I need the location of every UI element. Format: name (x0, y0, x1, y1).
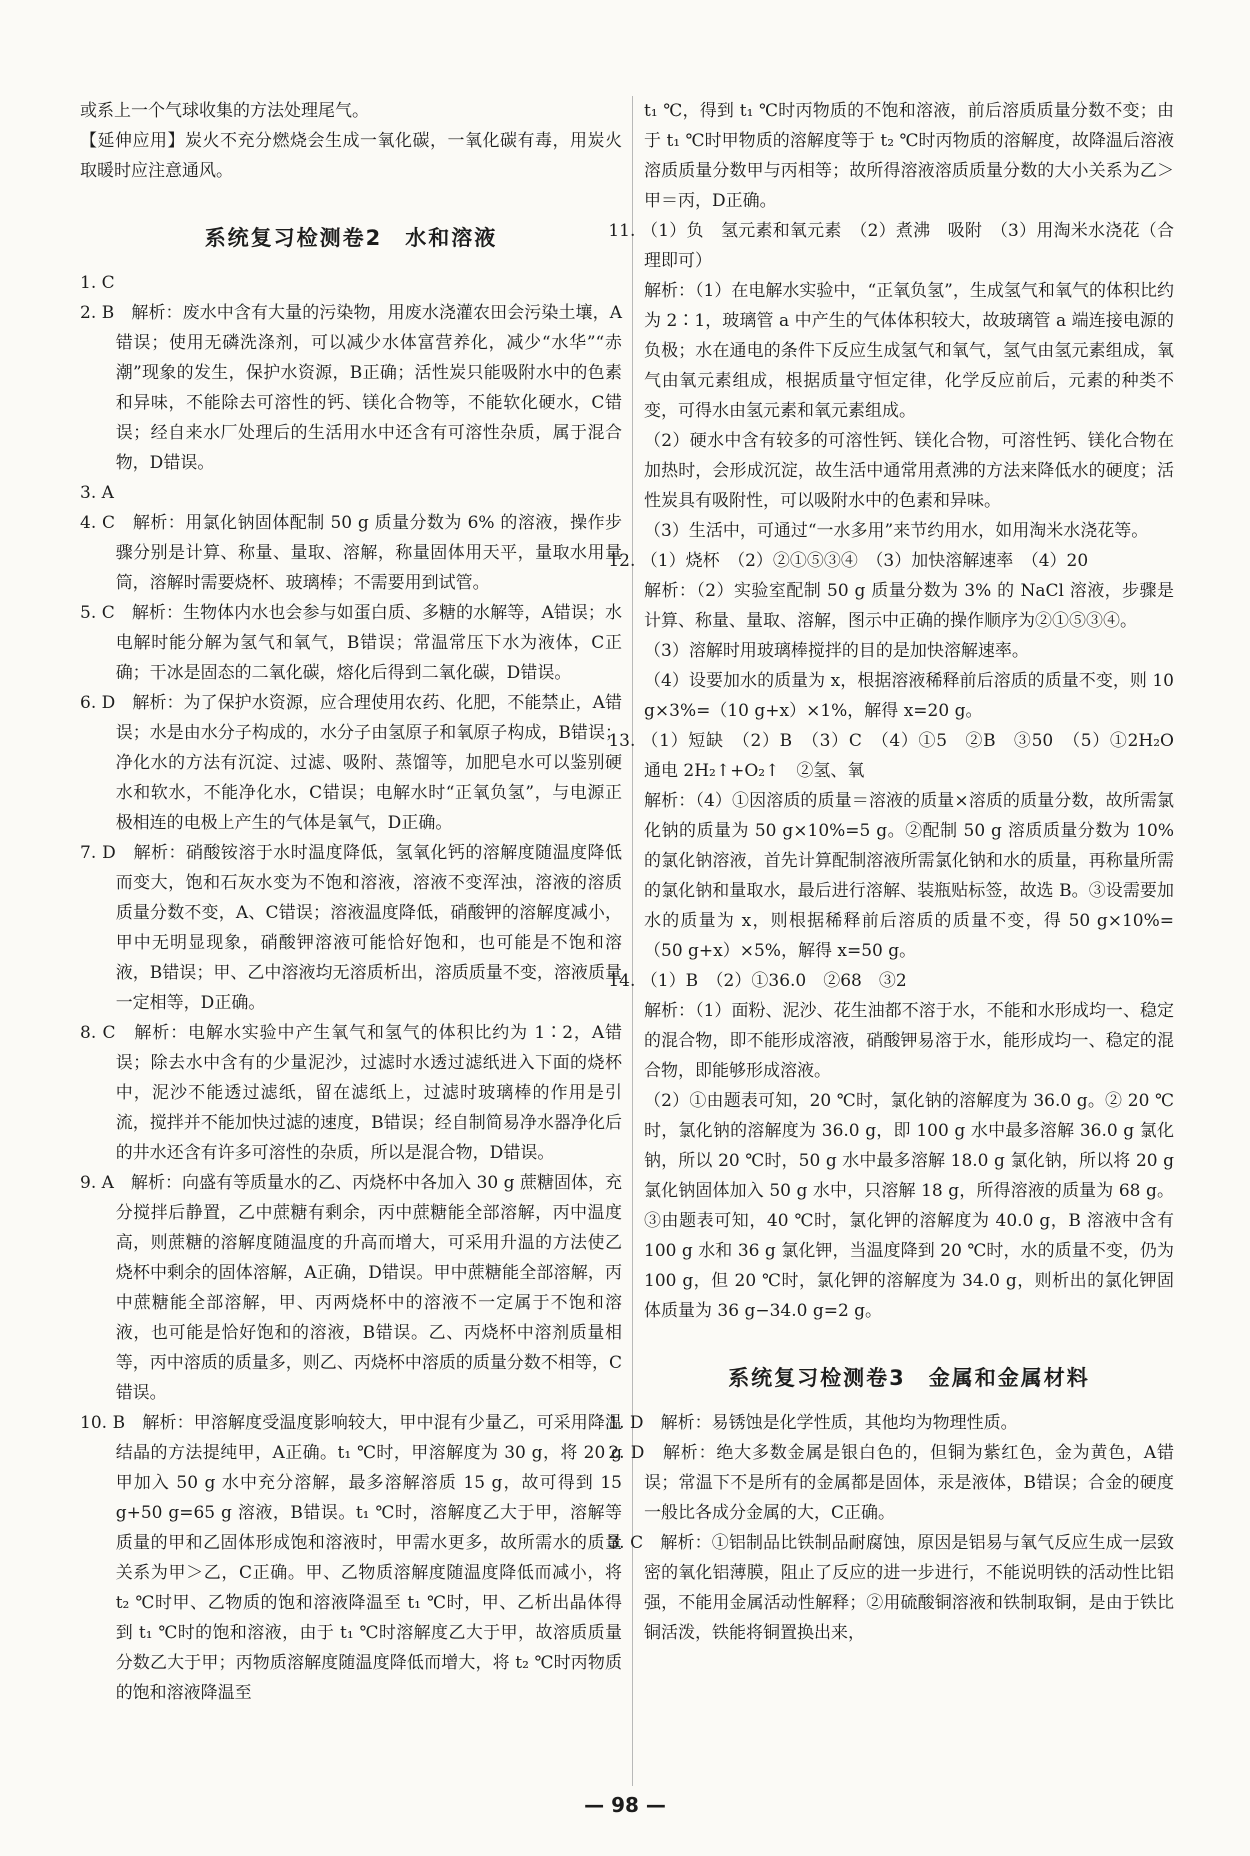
analysis-text: （2）硬水中含有较多的可溶性钙、镁化合物，可溶性钙、镁化合物在加热时，会形成沉淀，故生活中通常用煮沸的方法来降低水的硬度；活性炭具有吸附性，可以吸附水中的色素和异味。 (644, 431, 1174, 511)
answer-item: 13. （1）短缺 （2）B （3）C （4）①5 ②B ③50 （5）①2H₂O 通电 2H₂↑+O₂↑ ②氢、氧 (608, 731, 1174, 781)
answer-item: 14. （1）B （2）①36.0 ②68 ③2 (608, 971, 907, 991)
answer-item: 3. C 解析：①铝制品比铁制品耐腐蚀，原因是铝易与氧气反应生成一层致密的氧化铝薄膜，阻止了反应的进一步进行，不能说明铁的活动性比铝强，不能用金属活动性解释；②用硫酸铜溶液和铁制取铜，是由于铁比铜活泼，铁能将铜置换出来， (608, 1533, 1174, 1643)
analysis-text: 解析：（1）在电解水实验中，“正氧负氢”，生成氢气和氧气的体积比约为 2∶1，玻璃管 a 中产生的气体体积较大，故玻璃管 a 端连接电源的负极；水在通电的条件下反应生成氢气和氧气，氢气由氢元素组成，氧气由氧元素组成，根据质量守恒定律，化学反应前后，元素的种类不变，可得水由氢元素和氧元素组成。 (644, 281, 1174, 421)
answer-item: 8. C 解析：电解水实验中产生氧气和氢气的体积比约为 1∶2，A错误；除去水中含有的少量泥沙，过滤时水透过滤纸进入下面的烧杯中，泥沙不能透过滤纸，留在滤纸上，过滤时玻璃棒的作用是引流，搅拌并不能加快过滤的速度，B错误；经自制简易净水器净化后的井水还含有许多可溶性的杂质，所以是混合物，D错误。 (80, 1023, 622, 1163)
analysis-text: （3）生活中，可通过“一水多用”来节约用水，如用淘米水浇花等。 (644, 521, 1149, 541)
extension-note: 【延伸应用】炭火不充分燃烧会生成一氧化碳，一氧化碳有毒，用炭火取暖时应注意通风。 (80, 131, 622, 181)
answer-item: 9. A 解析：向盛有等质量水的乙、丙烧杯中各加入 30 g 蔗糖固体，充分搅拌后静置，乙中蔗糖有剩余，丙中蔗糖能全部溶解，丙中温度高，则蔗糖的溶解度随温度的升高而增大，可采用升温的方法使乙烧杯中剩余的固体溶解，A正确，D错误。甲中蔗糖能全部溶解，丙中蔗糖能全部溶解，甲、丙两烧杯中的溶液不一定属于不饱和溶液，也可能是恰好饱和的溶液，B错误。乙、丙烧杯中溶剂质量相等，丙中溶质的质量多，则乙、丙烧杯中溶质的质量分数不相等，C错误。 (80, 1173, 622, 1403)
analysis-text: （2）①由题表可知，20 ℃时，氯化钠的溶解度为 36.0 g。② 20 ℃时，氯化钠的溶解度为 36.0 g，即 100 g 水中最多溶解 36.0 g 氯化钠，所以 20 ℃时，50 g 水中最多溶解 18.0 g 氯化钠，所以将 20 g 氯化钠固体加入 50 g 水中，只溶解 18 g，所得溶液的质量为 68 g。③由题表可知，40 ℃时，氯化钾的溶解度为 40.0 g，B 溶液中含有 100 g 水和 36 g 氯化钾，当温度降到 20 ℃时，水的质量不变，仍为 100 g，但 20 ℃时，氯化钾的溶解度为 34.0 g，则析出的氯化钾固体质量为 36 g−34.0 g=2 g。 (644, 1091, 1174, 1321)
answer-item: 11. （1）负 氢元素和氧元素 （2）煮沸 吸附 （3）用淘米水浇花（合理即可） (608, 221, 1174, 271)
analysis-text: （4）设要加水的质量为 x，根据溶液稀释前后溶质的质量不变，则 10 g×3%=（10 g+x）×1%，解得 x=20 g。 (644, 671, 1174, 721)
section-title: 系统复习检测卷2 水和溶液 (204, 226, 498, 250)
answer-item: 3. A (80, 483, 114, 503)
page-number: — 98 — (584, 1793, 666, 1817)
left-column (80, 96, 622, 1708)
answer-item: 2. B 解析：废水中含有大量的污染物，用废水浇灌农田会污染土壤，A错误；使用无磷洗涤剂，可以减少水体富营养化，减少“水华”“赤潮”现象的发生，保护水资源，B正确；活性炭只能吸附水中的色素和异味，不能除去可溶性的钙、镁化合物等，不能软化硬水，C错误；经自来水厂处理后的生活用水中还含有可溶性杂质，属于混合物，D错误。 (80, 303, 622, 473)
analysis-text: 解析：（1）面粉、泥沙、花生油都不溶于水，不能和水形成均一、稳定的混合物，即不能形成溶液，硝酸钾易溶于水，能形成均一、稳定的混合物，即能够形成溶液。 (644, 1001, 1174, 1081)
answer-item: 5. C 解析：生物体内水也会参与如蛋白质、多糖的水解等，A错误；水电解时能分解为氢气和氧气，B错误；常温常压下水为液体，C正确；干冰是固态的二氧化碳，熔化后得到二氧化碳，D错误。 (80, 603, 622, 683)
answer-item: 1. C (80, 273, 115, 293)
answer-item: 12. （1）烧杯 （2）②①⑤③④ （3）加快溶解速率 （4）20 (608, 551, 1089, 571)
answer-item: 4. C 解析：用氯化钠固体配制 50 g 质量分数为 6% 的溶液，操作步骤分别是计算、称量、量取、溶解，称量固体用天平，量取水用量筒，溶解时需要烧杯、玻璃棒；不需要用到试管。 (80, 513, 622, 593)
answer-continuation: t₁ ℃，得到 t₁ ℃时丙物质的不饱和溶液，前后溶质质量分数不变；由于 t₁ ℃时甲物质的溶解度等于 t₂ ℃时丙物质的溶解度，故降温后溶液溶质质量分数甲与丙相等；故所得溶液溶质质量分数的大小关系为乙＞甲＝丙，D正确。 (644, 101, 1174, 211)
answer-item: 6. D 解析：为了保护水资源，应合理使用农药、化肥，不能禁止，A错误；水是由水分子构成的，水分子由氢原子和氧原子构成，B错误；净化水的方法有沉淀、过滤、吸附、蒸馏等，加肥皂水可以鉴别硬水和软水，不能净化水，C错误；电解水时“正氧负氢”，与电源正极相连的电极上产生的气体是氧气，D正确。 (80, 693, 622, 833)
answer-item: 1. D 解析：易锈蚀是化学性质，其他均为物理性质。 (608, 1413, 1018, 1433)
right-column (608, 96, 1174, 1648)
analysis-text: （3）溶解时用玻璃棒搅拌的目的是加快溶解速率。 (644, 641, 1029, 661)
analysis-text: 解析：（4）①因溶质的质量＝溶液的质量×溶质的质量分数，故所需氯化钠的质量为 50 g×10%=5 g。②配制 50 g 溶质质量分数为 10% 的氯化钠溶液，首先计算配制溶液所需氯化钠和水的质量，再称量所需的氯化钠和量取水，最后进行溶解、装瓶贴标签，故选 B。③设需要加水的质量为 x，则根据稀释前后溶质的质量不变，得 50 g×10%=（50 g+x）×5%，解得 x=50 g。 (644, 791, 1174, 961)
answer-item: 10. B 解析：甲溶解度受温度影响较大，甲中混有少量乙，可采用降温结晶的方法提纯甲，A正确。t₁ ℃时，甲溶解度为 30 g，将 20 g 甲加入 50 g 水中充分溶解，最多溶解溶质 15 g，故可得到 15 g+50 g=65 g 溶液，B错误。t₁ ℃时，溶解度乙大于甲，溶解等质量的甲和乙固体形成饱和溶液时，甲需水更多，故所需水的质量关系为甲＞乙，C正确。甲、乙物质溶解度随温度降低而减小，将 t₂ ℃时甲、乙物质的饱和溶液降温至 t₁ ℃时，甲、乙析出晶体得到 t₁ ℃时的饱和溶液，由于 t₁ ℃时溶解度乙大于甲，故溶质质量分数乙大于甲；丙物质溶解度随温度降低而增大，将 t₂ ℃时丙物质的饱和溶液降温至 (80, 1413, 622, 1703)
analysis-text: 解析：（2）实验室配制 50 g 质量分数为 3% 的 NaCl 溶液，步骤是计算、称量、量取、溶解，图示中正确的操作顺序为②①⑤③④。 (644, 581, 1174, 631)
section-title: 系统复习检测卷3 金属和金属材料 (728, 1366, 1090, 1390)
intro-line: 或系上一个气球收集的方法处理尾气。 (80, 101, 369, 121)
answer-item: 7. D 解析：硝酸铵溶于水时温度降低，氢氧化钙的溶解度随温度降低而变大，饱和石灰水变为不饱和溶液，溶液不变浑浊，溶液的溶质质量分数不变，A、C错误；溶液温度降低，硝酸钾的溶解度减小，甲中无明显现象，硝酸钾溶液可能恰好饱和，也可能是不饱和溶液，B错误；甲、乙中溶液均无溶质析出，溶质质量不变，溶液质量一定相等，D正确。 (80, 843, 622, 1013)
answer-item: 2. D 解析：绝大多数金属是银白色的，但铜为紫红色，金为黄色，A错误；常温下不是所有的金属都是固体，汞是液体，B错误；合金的硬度一般比各成分金属的大，C正确。 (608, 1443, 1174, 1523)
